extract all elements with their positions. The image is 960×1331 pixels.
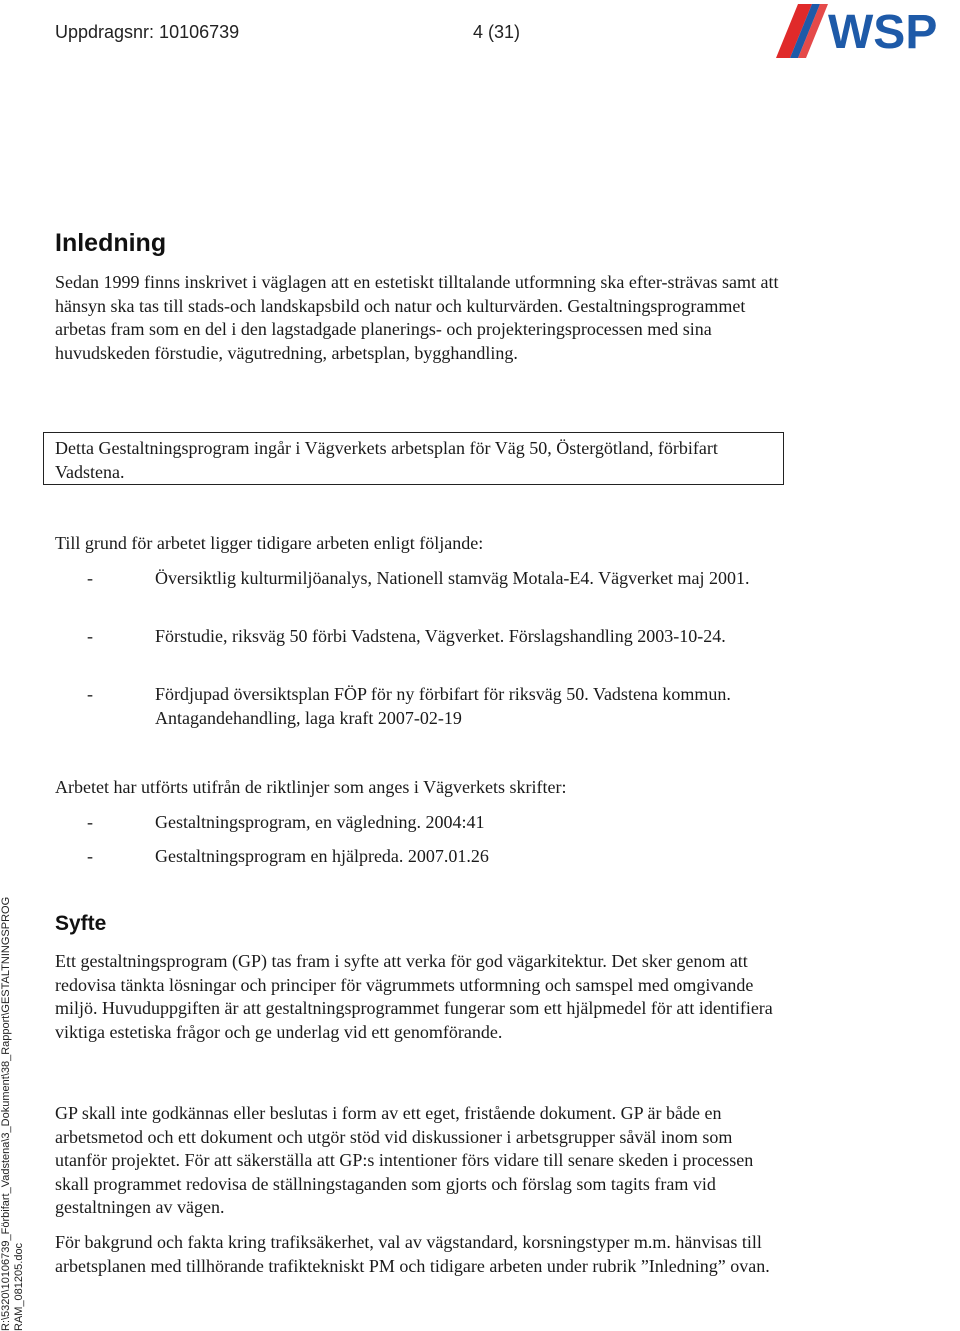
list-item-text: Förstudie, riksväg 50 förbi Vadstena, Vägverket. Förslagshandling 2003-10-24. xyxy=(155,626,726,646)
gp-paragraph: GP skall inte godkännas eller beslutas i form av ett eget, fristående dokument. GP är både en arbetsmetod och ett dokument och utgör stöd vid diskussioner i arbetsgrupper såväl inom som utanför projektet. För att säkerställa att GP:s intentioner förs vidare till senare skeden i processen skall programmet redovisa de ställningstaganden som gjorts och förslag som tagits fram vid gestaltningen av vägen. xyxy=(55,1103,754,1217)
section-heading-inledning: Inledning xyxy=(55,229,167,257)
list-dash: - xyxy=(87,846,93,866)
list-dash: - xyxy=(87,684,93,704)
list-item-text: Gestaltningsprogram, en vägledning. 2004:41 xyxy=(155,812,485,832)
page-number: 4 (31) xyxy=(473,22,521,42)
section-heading-syfte: Syfte xyxy=(55,912,107,935)
list-item xyxy=(55,811,780,835)
list-item xyxy=(55,567,780,591)
highlight-box-text: Detta Gestaltningsprogram ingår i Vägverkets arbetsplan för Väg 50, Östergötland, förbifart Vadstena. xyxy=(55,438,718,482)
purpose-paragraph: Ett gestaltningsprogram (GP) tas fram i syfte att verka för god vägarkitektur. Det sker genom att redovisa tänkta lösningar och principer för vägrummets utformning och samspel med omgivande miljö. Huvuduppgiften är att gestaltningsprogrammet fungerar som ett hjälpmedel för att identifiera viktiga estetiska frågor och ge underlag vid ett genomförande. xyxy=(55,951,773,1042)
list-dash: - xyxy=(87,568,93,588)
list-item-text: Fördjupad översiktsplan FÖP för ny förbifart för riksväg 50. Vadstena kommun. Antagandehandling, laga kraft 2007-02-19 xyxy=(155,684,731,728)
svg-text:WSP: WSP xyxy=(828,6,938,59)
project-number: Uppdragsnr: 10106739 xyxy=(55,22,240,42)
guidelines-intro: Arbetet har utförts utifrån de riktlinjer som anges i Vägverkets skrifter: xyxy=(55,777,567,797)
list-item-text: Översiktlig kulturmiljöanalys, Nationell stamväg Motala-E4. Vägverket maj 2001. xyxy=(155,568,750,588)
list-item xyxy=(55,683,780,730)
list-dash: - xyxy=(87,812,93,832)
intro-paragraph: Sedan 1999 finns inskrivet i väglagen att en estetiskt tilltalande utformning ska efter-strävas samt att hänsyn ska tas till stads-och landskapsbild och natur och kulturvärden. Gestaltningsprogrammet arbetas fram som en del i den lagstadgade planerings- och projekteringsprocessen med sina huvudskeden förstudie, vägutredning, arbetsplan, bygghandling. xyxy=(55,272,779,363)
wsp-logo xyxy=(768,0,960,62)
list-intro: Till grund för arbetet ligger tidigare arbeten enligt följande: xyxy=(55,533,484,553)
wsp-logo-graphic xyxy=(768,0,960,62)
list-dash: - xyxy=(87,626,93,646)
list-item xyxy=(55,845,780,869)
reference-paragraph: För bakgrund och fakta kring trafiksäkerhet, val av vägstandard, korsningstyper m.m. hänvisas till arbetsplanen med tillhörande trafiktekniskt PM och tidigare arbeten under rubrik ”Inledning” ovan. xyxy=(55,1232,770,1276)
list-item xyxy=(55,625,780,649)
file-path-margin: R:\5320\10106739_Förbifart_Vadstena\3_Dokument\38_Rapport\GESTALTNINGSPROGRAM_081205.doc xyxy=(0,896,25,1331)
list-item-text: Gestaltningsprogram en hjälpreda. 2007.01.26 xyxy=(155,846,489,866)
